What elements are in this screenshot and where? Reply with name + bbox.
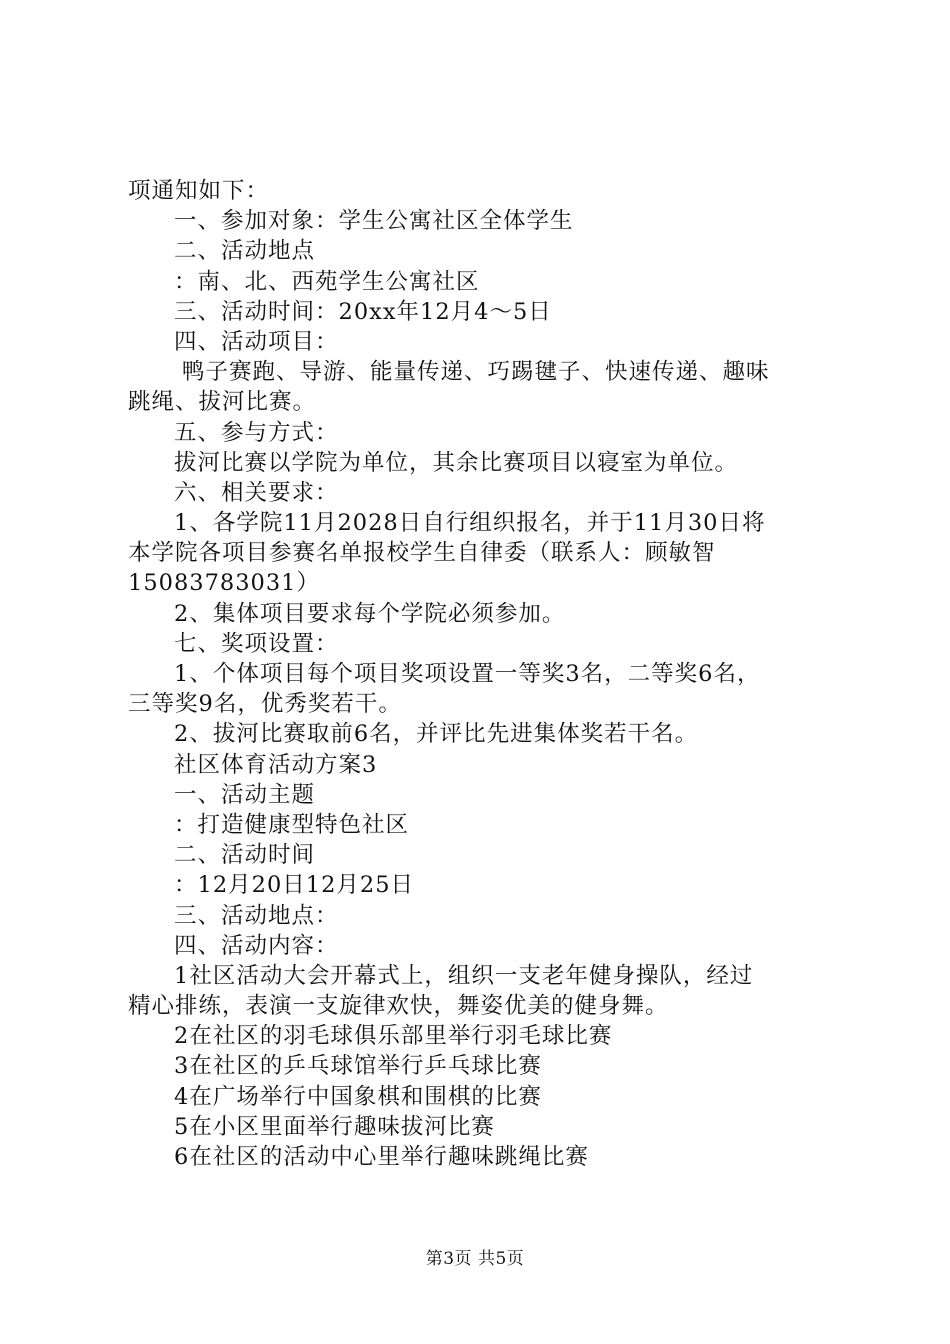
text-line: 一、参加对象：学生公寓社区全体学生 bbox=[174, 208, 574, 235]
text-line: 跳绳、拔河比赛。 bbox=[128, 389, 317, 416]
text-line: 精心排练，表演一支旋律欢快，舞姿优美的健身舞。 bbox=[128, 993, 669, 1020]
text-line: 三等奖9名，优秀奖若干。 bbox=[128, 691, 402, 718]
text-line: 社区体育活动方案3 bbox=[174, 751, 378, 778]
text-line: 三、活动时间：20xx年12月4～5日 bbox=[174, 298, 552, 325]
text-line: 2、拔河比赛取前6名，并评比先进集体奖若干名。 bbox=[174, 721, 699, 748]
text-line: 2、集体项目要求每个学院必须参加。 bbox=[174, 600, 566, 627]
text-line: 四、活动项目： bbox=[174, 328, 339, 355]
text-line: 鸭子赛跑、导游、能量传递、巧踢毽子、快速传递、趣味 bbox=[182, 359, 770, 386]
text-line: 三、活动地点： bbox=[174, 902, 339, 929]
text-line: 5在小区里面举行趣味拔河比赛 bbox=[174, 1113, 495, 1140]
text-line: 五、参与方式： bbox=[174, 419, 339, 446]
text-line: ：打造健康型特色社区 bbox=[174, 811, 410, 838]
text-line: 1社区活动大会开幕式上，组织一支老年健身操队，经过 bbox=[174, 962, 754, 989]
text-line: 3在社区的乒乓球馆举行乒乓球比赛 bbox=[174, 1053, 542, 1080]
page-footer: 第3页 共5页 bbox=[425, 1249, 525, 1269]
text-line: 二、活动地点 bbox=[174, 238, 316, 265]
text-line: 4在广场举行中国象棋和围棋的比赛 bbox=[174, 1083, 542, 1110]
text-line: ：12月20日12月25日 bbox=[174, 872, 415, 899]
text-line: 二、活动时间 bbox=[174, 842, 316, 869]
text-line: 六、相关要求： bbox=[174, 479, 339, 506]
text-line: 项通知如下： bbox=[128, 178, 270, 204]
text-line: 1、个体项目每个项目奖项设置一等奖3名，二等奖6名， bbox=[174, 661, 761, 687]
document-body bbox=[128, 176, 833, 1172]
text-line: 一、活动主题 bbox=[174, 781, 316, 808]
text-line: 1、各学院11月2028日自行组织报名，并于11月30日将 bbox=[174, 510, 766, 537]
text-line: 6在社区的活动中心里举行趣味跳绳比赛 bbox=[174, 1144, 589, 1170]
text-line: 15083783031） bbox=[128, 570, 320, 597]
text-line: ：南、北、西苑学生公寓社区 bbox=[174, 268, 480, 295]
text-line: 拔河比赛以学院为单位，其余比赛项目以寝室为单位。 bbox=[174, 449, 739, 476]
text-line: 七、奖项设置： bbox=[174, 630, 339, 657]
text-line: 2在社区的羽毛球俱乐部里举行羽毛球比赛 bbox=[174, 1023, 613, 1050]
text-line: 四、活动内容： bbox=[174, 932, 339, 959]
text-line: 本学院各项目参赛名单报校学生自律委（联系人：顾敏智 bbox=[128, 540, 716, 567]
